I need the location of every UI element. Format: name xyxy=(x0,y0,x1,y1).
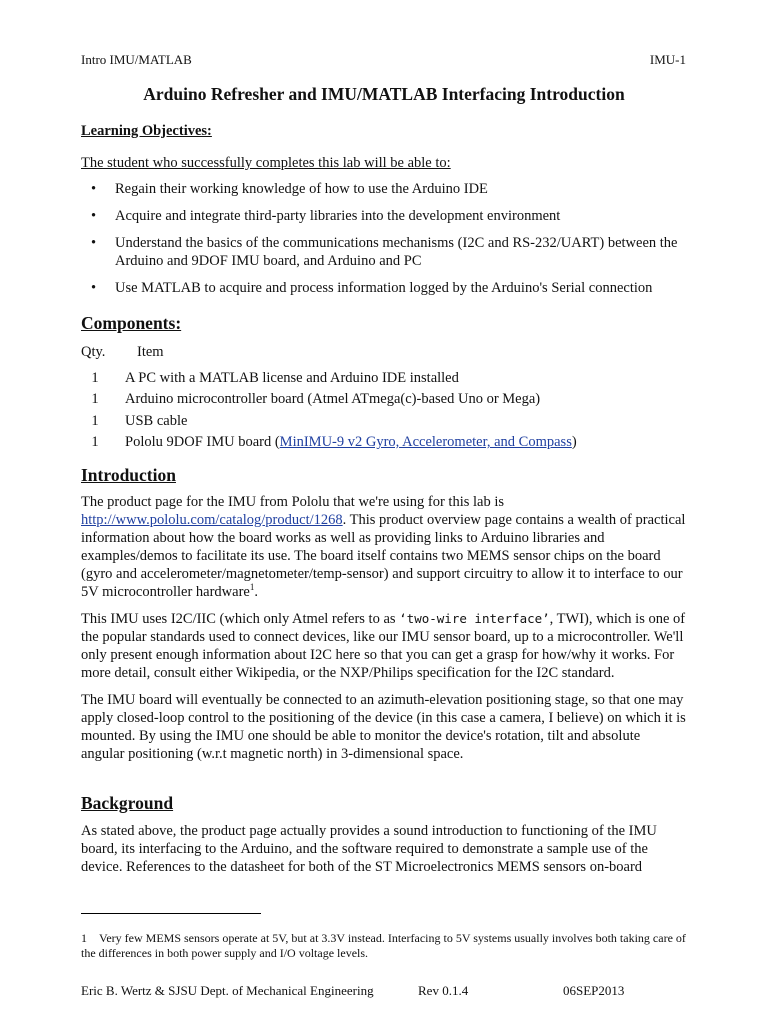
footer-date: 06SEP2013 xyxy=(563,983,625,998)
paragraph-text: . xyxy=(254,584,258,600)
item-cell xyxy=(125,432,577,454)
list-item xyxy=(81,279,687,297)
bullet-icon: • xyxy=(91,235,97,251)
imu-product-link[interactable]: MinIMU-9 v2 Gyro, Accelerometer, and Compass xyxy=(279,434,572,450)
item-text: ) xyxy=(571,434,577,450)
components-table xyxy=(81,342,577,454)
footer-author: Eric B. Wertz & SJSU Dept. of Mechanical Engineering xyxy=(81,983,374,998)
qty-cell: 1 xyxy=(91,369,99,386)
learning-objectives-intro: The student who successfully completes this lab will be able to: xyxy=(81,155,451,171)
components-heading: Components: xyxy=(81,313,182,333)
table-row xyxy=(81,389,577,411)
table-row xyxy=(81,411,577,433)
item-column-header: Item xyxy=(137,344,164,360)
paragraph-text: This IMU uses I2C/IIC (which only Atmel refers to as xyxy=(81,611,400,627)
pololu-url-link[interactable]: http://www.pololu.com/catalog/product/1268 xyxy=(81,512,343,528)
paragraph: As stated above, the product page actually provides a sound introduction to functioning of the IMU board, its interfacing to the Arduino, and the software required to demonstrate a sample use of the device. References to the datasheet for both of the ST Microelectronics MEMS sensors on-board xyxy=(81,823,657,875)
footnote xyxy=(81,931,687,961)
paragraph-text: , TWI), which is one of the popular standards used to connect devices, like our IMU sensor board, up to a microcontroller. We'll only present enough information about I2C here so that you can get a grasp for how/why it works. For more detail, consult either Wikipedia, or the NXP/Philips specification for the I2C standard. xyxy=(81,611,686,681)
item-cell: A PC with a MATLAB license and Arduino IDE installed xyxy=(125,369,459,386)
footnote-ref: 1 xyxy=(249,582,255,593)
list-item xyxy=(81,207,687,225)
list-item xyxy=(81,180,687,198)
footnote-text: Very few MEMS sensors operate at 5V, but at 3.3V instead. Interfacing to 5V systems usually involves both taking care of the differences in both power supply and I/O voltage levels. xyxy=(81,931,686,960)
table-header-row xyxy=(81,342,577,364)
table-row xyxy=(81,368,577,390)
footnote-divider xyxy=(81,913,261,914)
paragraph-text: . This product overview page contains a wealth of practical information about how the board works as well as providing links to Arduino libraries and examples/demos to facilitate its use. The board itself contains two MEMS sensor chips on the board (gyro and accelerometer/magnetometer/temp-sensor) and support circuitry to allow it to interface to our 5V microcontroller hardware xyxy=(81,512,686,600)
objective-text: Understand the basics of the communications mechanisms (I2C and RS-232/UART) between the Arduino and 9DOF IMU board, and Arduino and PC xyxy=(115,235,678,269)
item-cell: Arduino microcontroller board (Atmel ATmega(c)-based Uno or Mega) xyxy=(125,391,541,407)
item-text: Pololu 9DOF IMU board ( xyxy=(125,434,280,450)
list-item xyxy=(81,234,687,270)
bullet-icon: • xyxy=(91,208,97,224)
objective-text: Use MATLAB to acquire and process information logged by the Arduino's Serial connection xyxy=(115,280,653,296)
objective-text: Acquire and integrate third-party libraries into the development environment xyxy=(115,208,561,224)
running-header-left: Intro IMU/MATLAB xyxy=(81,52,192,67)
bullet-icon: • xyxy=(91,280,97,296)
qty-cell: 1 xyxy=(91,391,99,407)
objective-text: Regain their working knowledge of how to use the Arduino IDE xyxy=(115,181,488,197)
qty-cell: 1 xyxy=(91,434,99,450)
footer-revision: Rev 0.1.4 xyxy=(418,983,469,998)
background-heading: Background xyxy=(81,793,174,813)
monospace-term: ‘two-wire interface’ xyxy=(399,611,550,626)
objectives-list xyxy=(81,180,687,306)
document-title: Arduino Refresher and IMU/MATLAB Interfacing Introduction xyxy=(143,84,625,104)
paragraph xyxy=(81,493,687,601)
table-row xyxy=(81,432,577,454)
qty-column-header: Qty. xyxy=(81,344,106,360)
item-cell: USB cable xyxy=(125,412,188,429)
running-header-right: IMU-1 xyxy=(649,52,686,67)
learning-objectives-heading: Learning Objectives: xyxy=(81,123,212,139)
qty-cell: 1 xyxy=(91,412,99,429)
footnote-number: 1 xyxy=(81,931,87,945)
bullet-icon: • xyxy=(91,181,97,197)
paragraph-text: The product page for the IMU from Pololu that we're using for this lab is xyxy=(81,494,505,510)
introduction-heading: Introduction xyxy=(81,465,176,485)
paragraph: The IMU board will eventually be connected to an azimuth-elevation positioning stage, so that one may apply closed-loop control to the positioning of the device (in this case a camera, I believe) on which it is mounted. By using the IMU one should be able to monitor the device's rotation, tilt and absolute angular positioning (w.r.t magnetic north) in 3-dimensional space. xyxy=(81,692,686,762)
background-body xyxy=(81,822,687,885)
introduction-body xyxy=(81,493,687,772)
paragraph xyxy=(81,610,687,682)
